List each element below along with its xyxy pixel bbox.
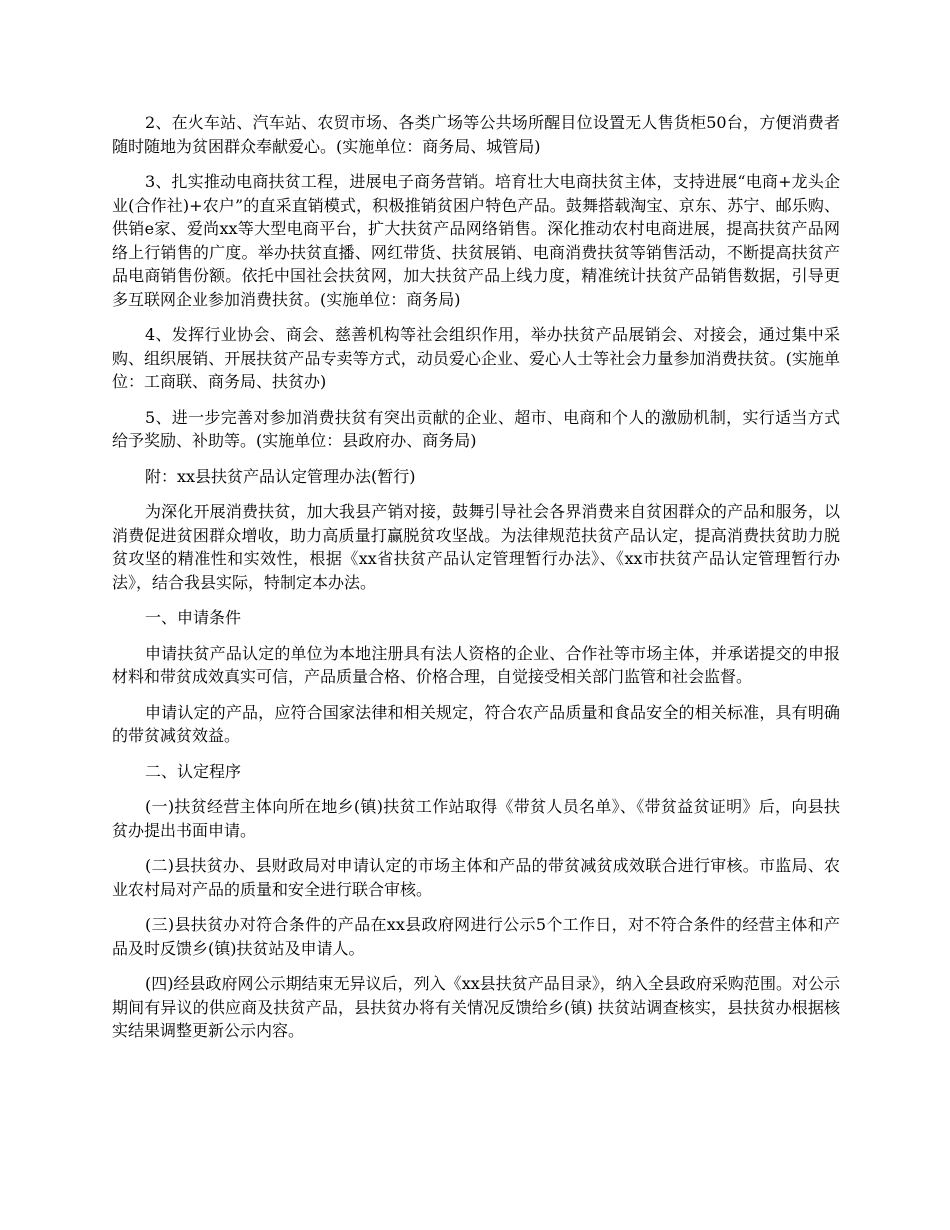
procedure-step-1: (一)扶贫经营主体向所在地乡(镇)扶贫工作站取得《带贫人员名单》、《带贫益贫证明》后，向县扶贫办提出书面申请。 bbox=[112, 797, 840, 840]
paragraph-item-3: 3、扎实推动电商扶贫工程，进展电子商务营销。培育壮大电商扶贫主体，支持进展“电商+龙头企业(合作社)+农户”的直采直销模式，积极推销贫困户特色产品。鼓舞搭载淘宝、京东、苏宁、邮乐购、供销e家、爱尚xx等大型电商平台，扩大扶贫产品网络销售。深化推动农村电商进展，提高扶贫产品网络上行销售的广度。举办扶贫直播、网红带货、扶贫展销、电商消费扶贫等销售活动，不断提高扶贫产品电商销售份额。依托中国社会扶贫网，加大扶贫产品上线力度，精准统计扶贫产品销售数据，引导更多互联网企业参加消费扶贫。(实施单位：商务局) bbox=[112, 172, 840, 309]
section-heading-application-conditions: 一、申请条件 bbox=[145, 608, 242, 627]
paragraph-product-requirements: 申请认定的产品，应符合国家法律和相关规定，符合农产品质量和食品安全的相关标准，具有明确的带贫减贫效益。 bbox=[112, 702, 840, 745]
appendix-title: 附：xx县扶贫产品认定管理办法(暂行) bbox=[145, 466, 416, 486]
intro-paragraph: 为深化开展消费扶贫，加大我县产销对接，鼓舞引导社会各界消费来自贫困群众的产品和服务，以消费促进贫困群众增收，助力高质量打赢脱贫攻坚战。为法律规范扶贫产品认定，提高消费扶贫助力脱贫攻坚的精准性和实效性，根据《xx省扶贫产品认定管理暂行办法》、《xx市扶贫产品认定管理暂行办法》，结合我县实际，特制定本办法。 bbox=[112, 502, 840, 592]
paragraph-item-2: 2、在火车站、汽车站、农贸市场、各类广场等公共场所醒目位设置无人售货柜50台，方便消费者随时随地为贫困群众奉献爱心。(实施单位：商务局、城管局) bbox=[112, 113, 840, 156]
paragraph-item-4: 4、发挥行业协会、商会、慈善机构等社会组织作用，举办扶贫产品展销会、对接会，通过集中采购、组织展销、开展扶贫产品专卖等方式，动员爱心企业、爱心人士等社会力量参加消费扶贫。(实施单位：工商联、商务局、扶贫办) bbox=[112, 325, 840, 391]
paragraph-item-5: 5、进一步完善对参加消费扶贫有突出贡献的企业、超市、电商和个人的激励机制，实行适当方式给予奖励、补助等。(实施单位：县政府办、商务局) bbox=[112, 407, 840, 450]
procedure-step-2: (二)县扶贫办、县财政局对申请认定的市场主体和产品的带贫减贫成效联合进行审核。市监局、农业农村局对产品的质量和安全进行联合审核。 bbox=[112, 856, 840, 899]
document-body bbox=[112, 111, 840, 1055]
procedure-step-3: (三)县扶贫办对符合条件的产品在xx县政府网进行公示5个工作日，对不符合条件的经营主体和产品及时反馈乡(镇)扶贫站及申请人。 bbox=[112, 915, 840, 958]
section-heading-certification-procedure: 二、认定程序 bbox=[145, 761, 242, 781]
paragraph-applicant-requirements: 申请扶贫产品认定的单位为本地注册具有法人资格的企业、合作社等市场主体，并承诺提交的申报材料和带贫成效真实可信，产品质量合格、价格合理，自觉接受相关部门监管和社会监督。 bbox=[112, 643, 840, 686]
procedure-step-4: (四)经县政府网公示期结束无异议后，列入《xx县扶贫产品目录》，纳入全县政府采购范围。对公示期间有异议的供应商及扶贫产品，县扶贫办将有关情况反馈给乡(镇) 扶贫站调查核实，县扶贫办根据核实结果调整更新公示内容。 bbox=[112, 974, 840, 1040]
